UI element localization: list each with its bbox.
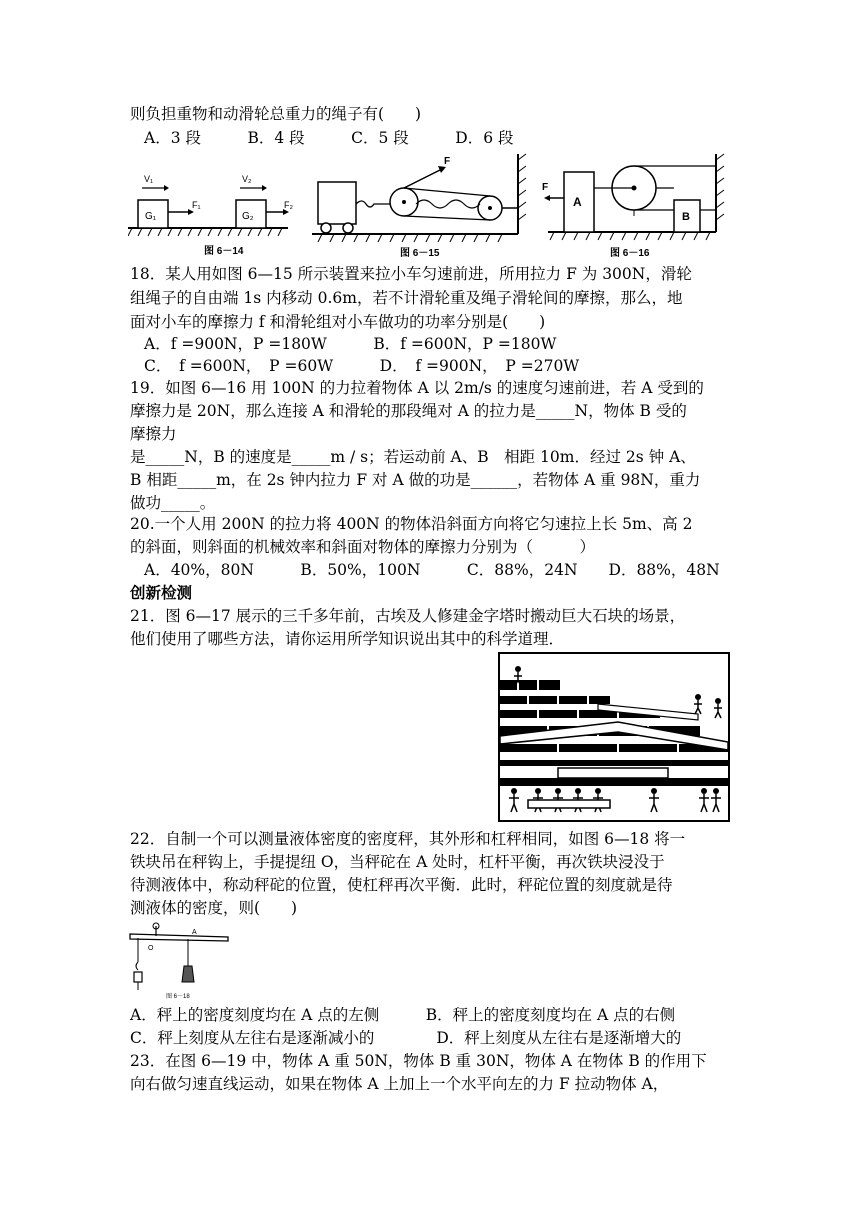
q19-line-2: 摩擦力是 20N，那么连接 A 和滑轮的那段绳对 A 的拉力是_____N，物体 B 受的 bbox=[130, 402, 687, 420]
figure-6-14-caption: 图 6－14 bbox=[204, 246, 244, 257]
figure-6-15-caption: 图 6－15 bbox=[400, 248, 440, 259]
g1-label: G₁ bbox=[145, 211, 157, 222]
q20-options: A．40%，80N B．50%，100N C．88%，24N D．88%，48N bbox=[144, 561, 720, 579]
figure-6-16 bbox=[538, 152, 728, 260]
q22-options-ab: A．秤上的密度刻度均在 A 点的左侧 B．秤上的密度刻度均在 A 点的右侧 bbox=[130, 1006, 676, 1024]
q20-line-2: 的斜面，则斜面的机械效率和斜面对物体的摩擦力分别为（ ） bbox=[130, 538, 596, 556]
q17-options: A．3 段 B．4 段 C．5 段 D．6 段 bbox=[144, 129, 514, 147]
v1-label: V₁ bbox=[144, 174, 154, 184]
f2-label: F₂ bbox=[284, 200, 293, 210]
v2-label: V₂ bbox=[242, 174, 252, 184]
q20-line-1: 20.一个人用 200N 的拉力将 400N 的物体沿斜面方向将它匀速拉上长 5m、高 2 bbox=[130, 515, 693, 533]
f16-force-label: F bbox=[542, 182, 549, 193]
figure-6-18-caption: 图 6－18 bbox=[166, 994, 190, 1000]
q22-line-4: 测液体的密度，则( ) bbox=[130, 899, 298, 917]
figure-6-16-caption: 图 6－16 bbox=[610, 248, 650, 259]
q19-line-3: 摩擦力 bbox=[130, 425, 177, 443]
q17-stem: 则负担重物和动滑轮总重力的绳子有( ) bbox=[130, 105, 422, 123]
f15-force-label: F bbox=[444, 156, 451, 167]
section-title: 创新检测 bbox=[130, 583, 193, 602]
point-a-label: A bbox=[192, 929, 197, 936]
q19-line-5: B 相距_____m，在 2s 钟内拉力 F 对 A 做的功是______，若物体 A 重 98N，重力 bbox=[130, 471, 701, 489]
f16-block-a: A bbox=[573, 195, 582, 209]
q18-options-cd: C． f =600N， P =60W D． f =900N， P =270W bbox=[144, 357, 580, 375]
q19-line-1: 19．如图 6—16 用 100N 的力拉着物体 A 以 2m/s 的速度匀速前进，若 A 受到的 bbox=[130, 379, 704, 397]
point-o-label: O bbox=[148, 945, 154, 952]
q22-line-2: 铁块吊在秤钩上，手提提纽 O，当秤砣在 A 处时，杠杆平衡，再次铁块浸没于 bbox=[130, 853, 665, 871]
q22-line-3: 待测液体中，称动秤砣的位置，使杠秤再次平衡．此时，秤砣位置的刻度就是待 bbox=[130, 876, 673, 894]
q23-line-2: 向右做匀速直线运动，如果在物体 A 上加上一个水平向左的力 F 拉动物体 A， bbox=[130, 1075, 669, 1093]
f16-block-b: B bbox=[682, 211, 690, 223]
figure-6-18-steelyard bbox=[128, 922, 232, 1002]
g2-label: G₂ bbox=[242, 211, 254, 222]
figure-6-15 bbox=[312, 152, 534, 260]
f1-label: F₁ bbox=[192, 200, 201, 210]
q21-line-2: 他们使用了哪些方法，请你运用所学知识说出其中的科学道理． bbox=[130, 630, 565, 648]
q23-line-1: 23．在图 6—19 中，物体 A 重 50N，物体 B 重 30N，物体 A 在物体 B 的作用下 bbox=[130, 1052, 707, 1070]
q19-line-4: 是_____N，B 的速度是_____m / s；若运动前 A、B 相距 10m．经过 2s 钟 A、 bbox=[130, 448, 696, 466]
figure-6-14 bbox=[128, 168, 308, 258]
q19-line-6: 做功_____。 bbox=[130, 494, 216, 512]
figure-6-17-pyramid-scene bbox=[498, 652, 730, 822]
q22-line-1: 22．自制一个可以测量液体密度的密度秤，其外形和杠秤相同，如图 6—18 将一 bbox=[130, 830, 686, 848]
q18-line-1: 18．某人用如图 6—15 所示装置来拉小车匀速前进，所用拉力 F 为 300N，滑轮 bbox=[130, 265, 692, 283]
q18-line-3: 面对小车的摩擦力 f 和滑轮组对小车做功的功率分别是( ) bbox=[130, 313, 546, 331]
q22-options-cd: C．秤上刻度从左往右是逐渐减小的 D．秤上刻度从左往右是逐渐增大的 bbox=[130, 1029, 682, 1047]
q21-line-1: 21．图 6—17 展示的三千多年前，古埃及人修建金字塔时搬动巨大石块的场景， bbox=[130, 607, 686, 625]
q18-line-2: 组绳子的自由端 1s 内移动 0.6m，若不计滑轮重及绳子滑轮间的摩擦，那么，地 bbox=[130, 289, 683, 307]
q18-options-ab: A．f =900N，P =180W B．f =600N，P =180W bbox=[144, 335, 557, 353]
